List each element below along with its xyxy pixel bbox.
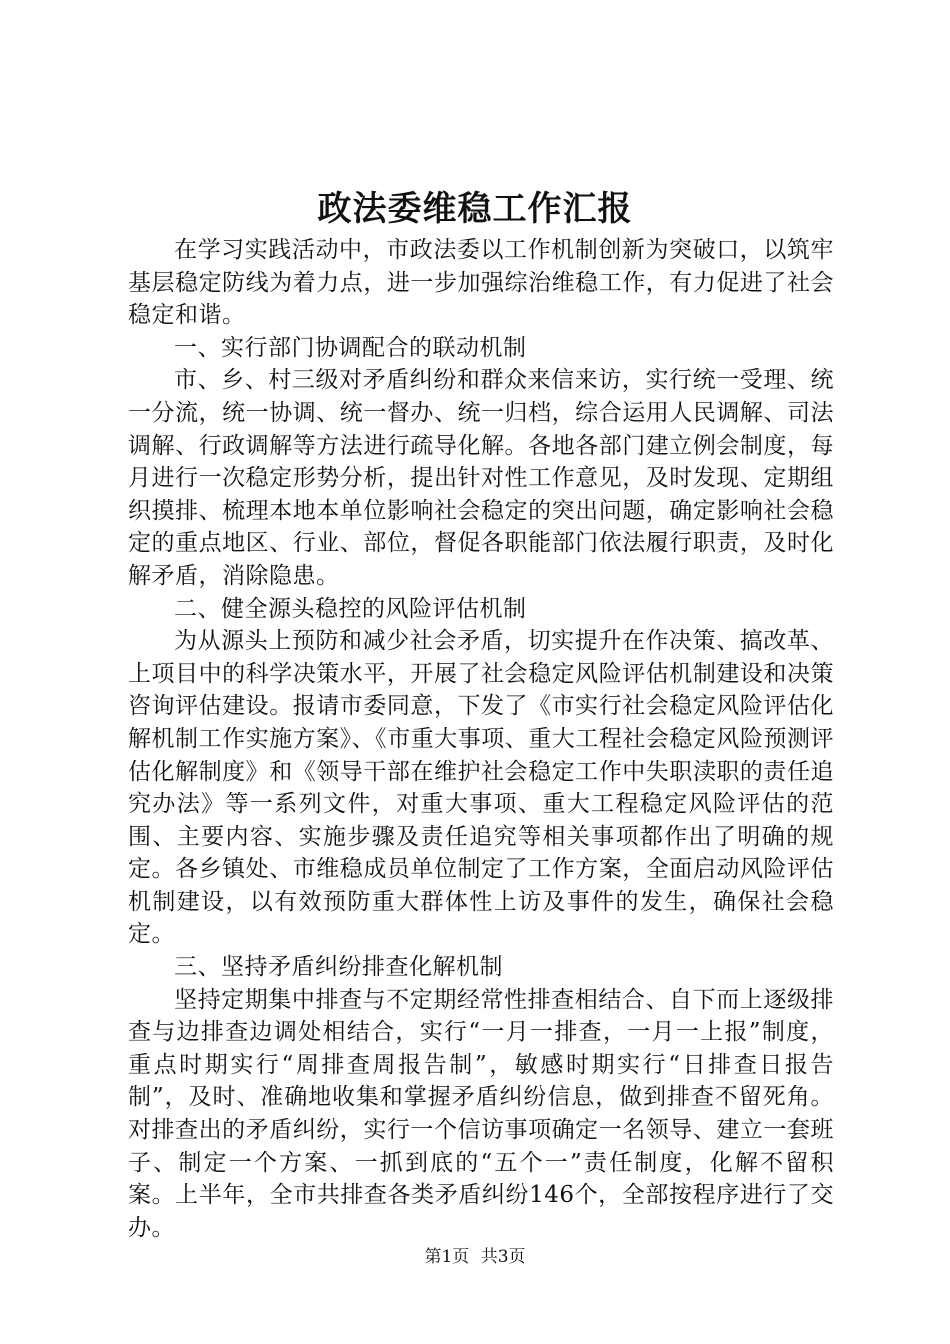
intro-paragraph: 在学习实践活动中，市政法委以工作机制创新为突破口，以筑牢基层稳定防线为着力点，进一步加强综治维稳工作，有力促进了社会稳定和谐。 — [128, 237, 834, 329]
section-1-body: 市、乡、村三级对矛盾纠纷和群众来信来访，实行统一受理、统一分流，统一协调、统一督办、统一归档，综合运用人民调解、司法调解、行政调解等方法进行疏导化解。各地各部门建立例会制度，每月进行一次稳定形势分析，提出针对性工作意见，及时发现、定期组织摸排、梳理本地本单位影响社会稳定的突出问题，确定影响社会稳定的重点地区、行业、部位，督促各职能部门依法履行职责，及时化解矛盾，消除隐患。 — [128, 367, 834, 589]
page-current: 第1页 — [424, 1247, 470, 1267]
section-3-body: 坚持定期集中排查与不定期经常性排查相结合、自下而上逐级排查与边排查边调处相结合，实行“一月一排查，一月一上报”制度，重点时期实行“周排查周报告制”，敏感时期实行“日排查日报告制”，及时、准确地收集和掌握矛盾纠纷信息，做到排查不留死角。对排查出的矛盾纠纷，实行一个信访事项确定一名领导、建立一套班子、制定一个方案、一抓到底的“五个一”责任制度，化解不留积案。上半年，全市共排查各类矛盾纠纷146个，全部按程序进行了交办。 — [128, 986, 834, 1241]
section-2-heading: 二、健全源头稳控的风险评估机制 — [174, 595, 527, 622]
section-1-heading: 一、实行部门协调配合的联动机制 — [174, 334, 527, 361]
section-2-body: 为从源头上预防和减少社会矛盾，切实提升在作决策、搞改革、上项目中的科学决策水平，开展了社会稳定风险评估机制建设和决策咨询评估建设。报请市委同意，下发了《市实行社会稳定风险评估化解机制工作实施方案》、《市重大事项、重大工程社会稳定风险预测评估化解制度》和《领导干部在维护社会稳定工作中失职渎职的责任追究办法》等一系列文件，对重大事项、重大工程稳定风险评估的范围、主要内容、实施步骤及责任追究等相关事项都作出了明确的规定。各乡镇处、市维稳成员单位制定了工作方案，全面启动风险评估机制建设，以有效预防重大群体性上访及事件的发生，确保社会稳定。 — [128, 628, 834, 948]
page-total: 共3页 — [480, 1247, 526, 1267]
section-3-heading: 三、坚持矛盾纠纷排查化解机制 — [174, 954, 503, 981]
page-footer — [0, 1245, 950, 1269]
document-title: 政法委维稳工作汇报 — [317, 189, 633, 229]
document-body — [128, 234, 834, 1244]
